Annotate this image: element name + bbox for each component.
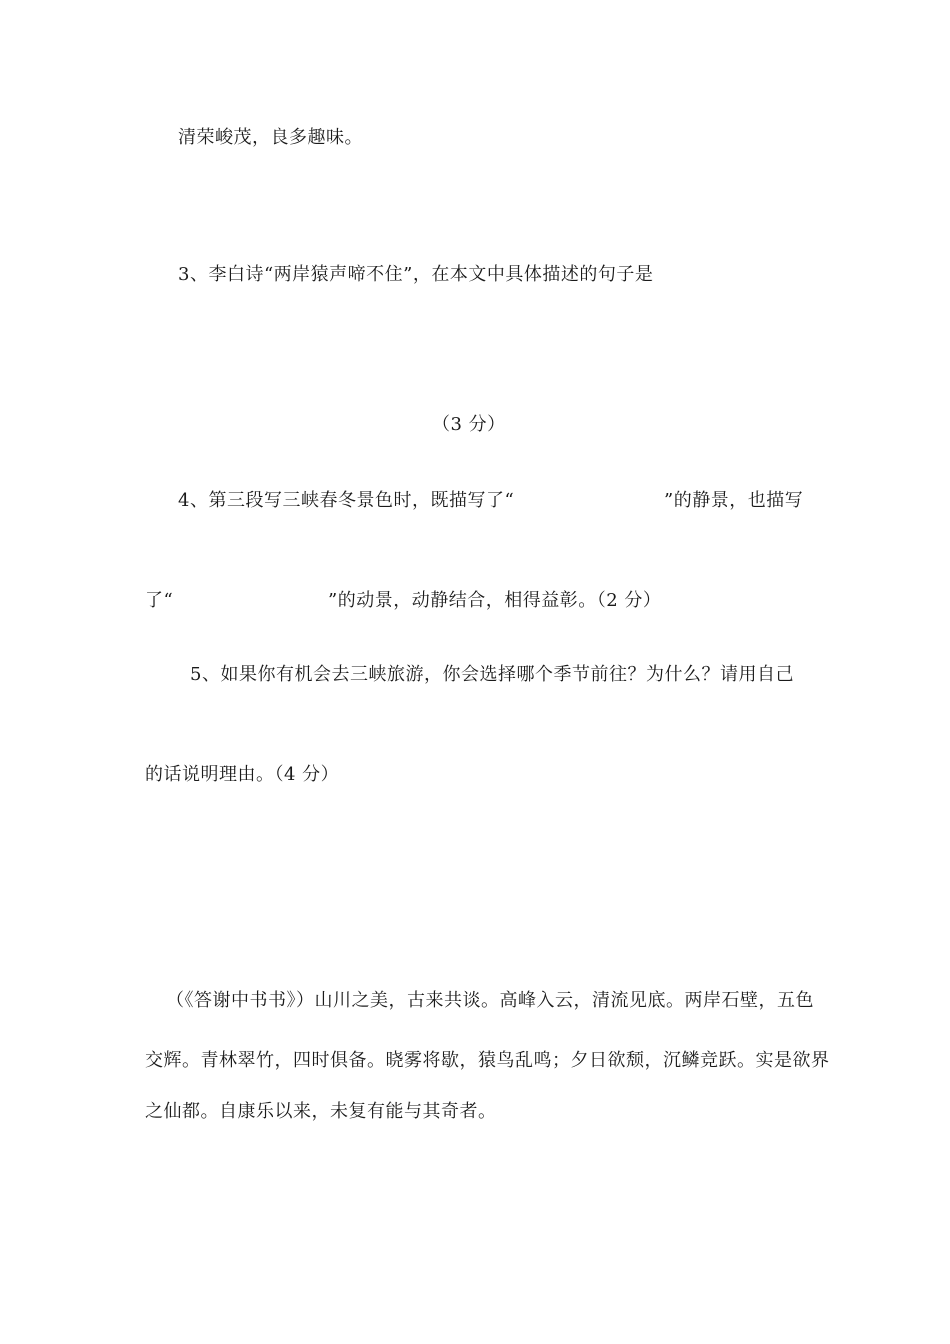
passage-line-3: 之仙都。自康乐以来，未复有能与其奇者。 (145, 1101, 497, 1122)
question-4-part-1: 4、第三段写三峡春冬景色时，既描写了“ (178, 490, 515, 511)
question-5-line-1: 5、如果你有机会去三峡旅游，你会选择哪个季节前往？为什么？请用自己 (190, 664, 794, 685)
question-4-continuation-a: 了“ (145, 590, 174, 611)
question-5-line-2: 的话说明理由。（4 分） (145, 764, 340, 785)
question-3: 3、李白诗“两岸猿声啼不住”，在本文中具体描述的句子是 (178, 264, 654, 285)
passage-end-line: 清荣峻茂，良多趣味。 (178, 127, 363, 148)
question-4-continuation-b: ”的动景，动静结合，相得益彰。（2 分） (328, 590, 662, 611)
question-3-score: （3 分） (432, 414, 506, 435)
passage-line-2: 交辉。青林翠竹，四时俱备。晓雾将歇，猿鸟乱鸣；夕日欲颓，沉鳞竞跃。实是欲界 (145, 1050, 830, 1071)
passage-line-1: （《答谢中书书》）山川之美，古来共谈。高峰入云，清流见底。两岸石壁，五色 (166, 990, 814, 1011)
question-4-part-2: ”的静景，也描写 (664, 490, 804, 511)
